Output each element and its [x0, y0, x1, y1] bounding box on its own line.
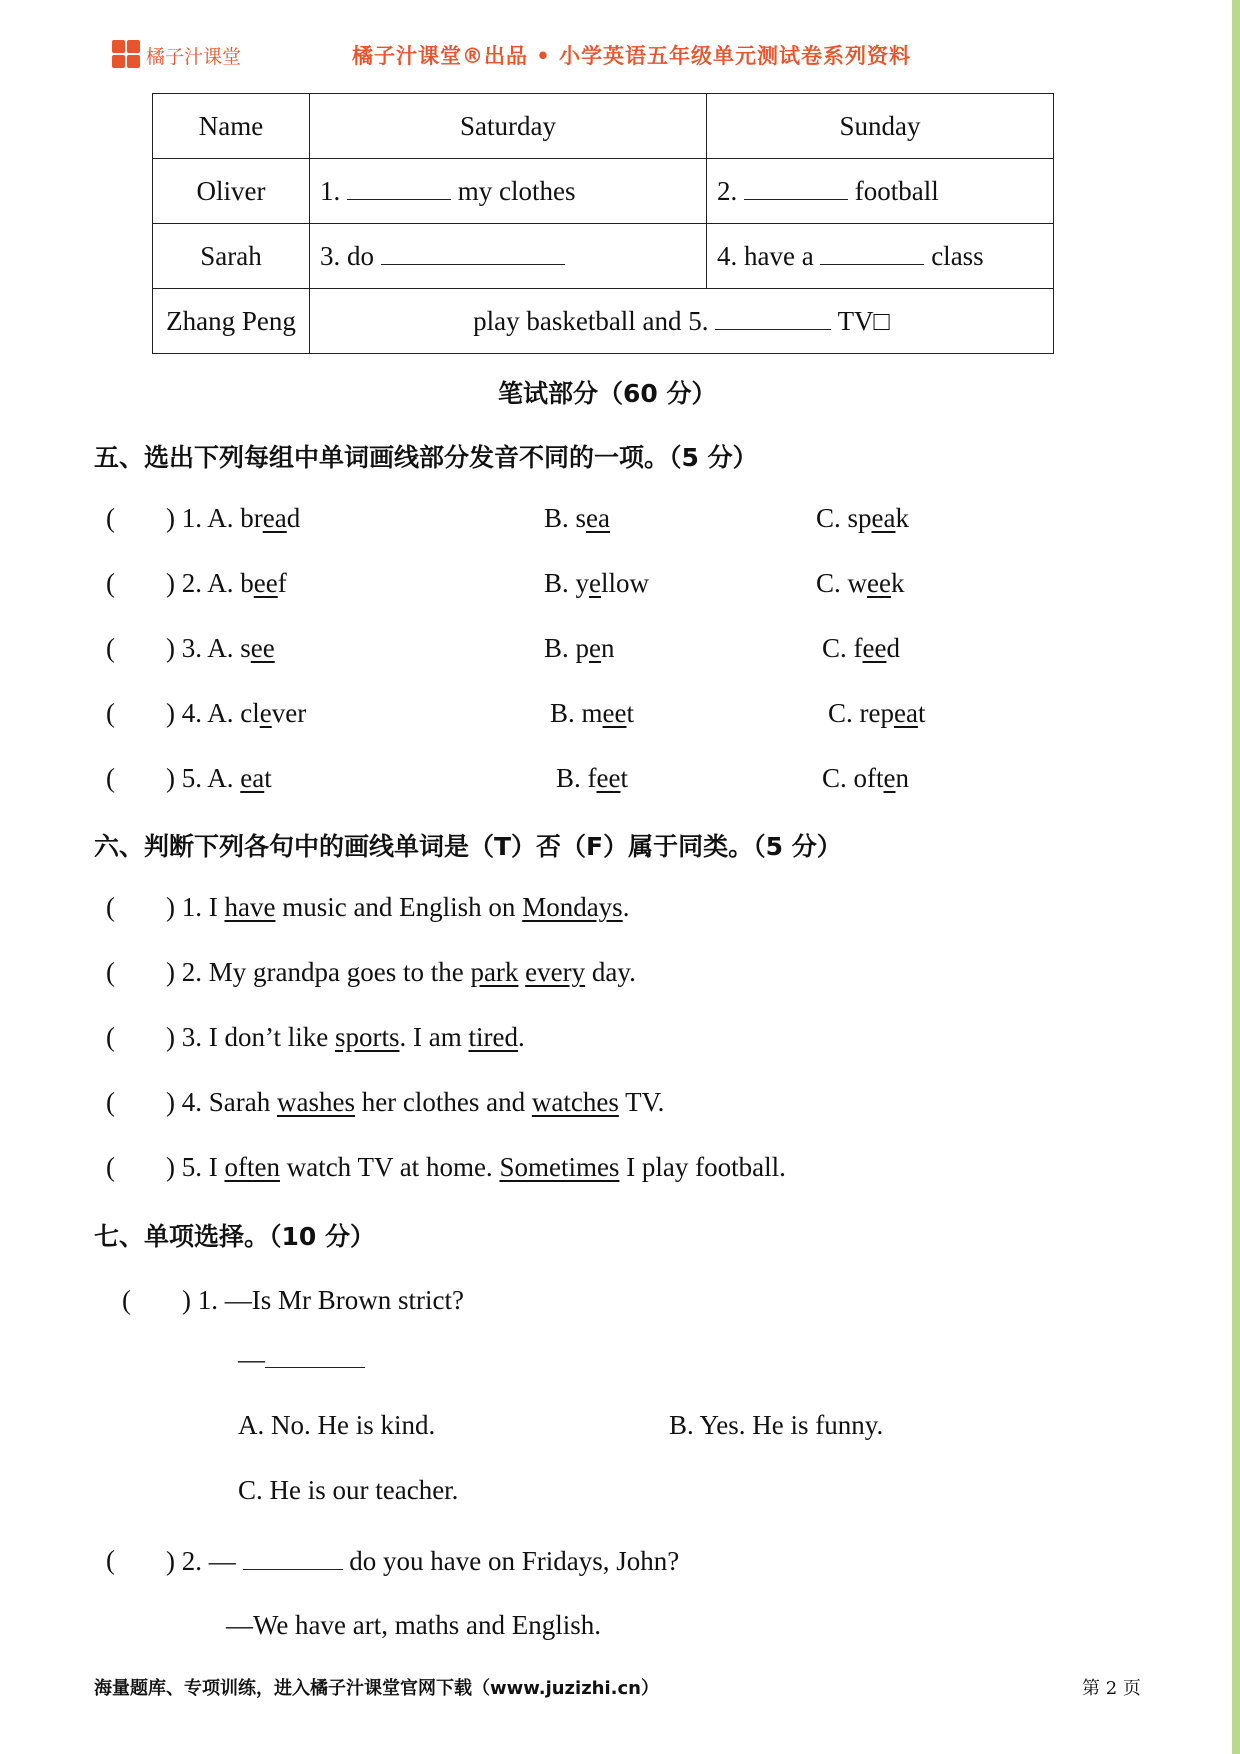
table-cell-name: Sarah — [153, 224, 310, 289]
answer-blank[interactable] — [381, 240, 565, 265]
list-item: ) 3. A. see — [166, 633, 275, 663]
answer-paren[interactable]: ( — [106, 957, 115, 987]
list-item: ) 1. A. bread — [166, 503, 301, 533]
table-row — [153, 159, 1054, 224]
option-b: B. sea — [544, 503, 610, 533]
answer-paren[interactable]: ( — [106, 1087, 115, 1117]
answer-paren[interactable]: ( — [106, 633, 115, 663]
option-c: C. week — [816, 568, 905, 598]
table-header-cell: Sunday — [707, 94, 1054, 159]
answer-paren[interactable]: ( — [106, 1022, 115, 1052]
option-c: C. speak — [816, 503, 909, 533]
table-row — [153, 289, 1054, 354]
q1-option-b[interactable]: B. Yes. He is funny. — [669, 1410, 884, 1440]
list-item: ) 5. A. eat — [166, 763, 272, 793]
section-written-title: 笔试部分（60 分） — [498, 379, 717, 408]
list-item: ) 2. My grandpa goes to the park every day. — [166, 957, 636, 987]
option-b: B. feet — [556, 763, 628, 793]
table-row — [153, 224, 1054, 289]
q2-reply: —We have art, maths and English. — [226, 1610, 601, 1640]
footer-promo: 海量题库、专项训练，进入橘子汁课堂官网下载（www.juzizhi.cn） — [94, 1678, 659, 1699]
page-edge-stripe — [1232, 0, 1240, 1754]
table-cell: 2. football — [707, 159, 1054, 224]
q1-option-c[interactable]: C. He is our teacher. — [238, 1475, 459, 1505]
table-header-cell: Name — [153, 94, 310, 159]
q1-stem: ) 1. —Is Mr Brown strict? — [182, 1285, 464, 1315]
table-header-cell: Saturday — [310, 94, 707, 159]
list-item: ) 5. I often watch TV at home. Sometimes I play football. — [166, 1152, 786, 1182]
answer-blank[interactable] — [715, 305, 831, 330]
q2-stem: ) 2. — do you have on Fridays, John? — [166, 1546, 680, 1576]
list-item: ) 4. Sarah washes her clothes and watches TV. — [166, 1087, 665, 1117]
answer-paren[interactable]: ( — [106, 568, 115, 598]
option-b: B. meet — [550, 698, 634, 728]
logo-icon — [112, 40, 142, 70]
q1-answer-line: — — [238, 1343, 365, 1375]
option-c: C. repeat — [828, 698, 926, 728]
schedule-table — [152, 93, 1054, 354]
table-header-row — [153, 94, 1054, 159]
list-item: ) 4. A. clever — [166, 698, 307, 728]
answer-paren[interactable]: ( — [106, 892, 115, 922]
option-b: B. pen — [544, 633, 615, 663]
answer-paren[interactable]: ( — [122, 1285, 131, 1315]
table-cell-name: Oliver — [153, 159, 310, 224]
answer-paren[interactable]: ( — [106, 1152, 115, 1182]
answer-blank[interactable] — [347, 175, 451, 200]
answer-blank[interactable] — [744, 175, 848, 200]
option-b: B. yellow — [544, 568, 650, 598]
answer-blank[interactable] — [243, 1545, 343, 1570]
logo-text: 橘子汁课堂 — [146, 45, 242, 68]
option-c: C. often — [822, 763, 909, 793]
brand-logo — [112, 40, 241, 70]
section7-title: 七、单项选择。（10 分） — [94, 1222, 375, 1251]
option-c: C. feed — [822, 633, 900, 663]
table-cell: 1. my clothes — [310, 159, 707, 224]
section5-title: 五、选出下列每组中单词画线部分发音不同的一项。（5 分） — [94, 443, 758, 472]
answer-blank[interactable] — [265, 1343, 365, 1368]
table-cell: 4. have a class — [707, 224, 1054, 289]
table-cell: 3. do — [310, 224, 707, 289]
answer-paren[interactable]: ( — [106, 698, 115, 728]
answer-paren[interactable]: ( — [106, 763, 115, 793]
answer-blank[interactable] — [820, 240, 924, 265]
q1-option-a[interactable]: A. No. He is kind. — [238, 1410, 436, 1440]
page-number: 第 2 页 — [1082, 1678, 1141, 1699]
answer-paren[interactable]: ( — [106, 1545, 115, 1575]
list-item: ) 2. A. beef — [166, 568, 287, 598]
section6-title: 六、判断下列各句中的画线单词是（T）否（F）属于同类。（5 分） — [94, 832, 842, 861]
list-item: ) 1. I have music and English on Mondays. — [166, 892, 630, 922]
header-title: 橘子汁课堂®出品 • 小学英语五年级单元测试卷系列资料 — [352, 44, 912, 68]
table-cell: play basketball and 5. TV□ — [310, 289, 1054, 354]
list-item: ) 3. I don’t like sports. I am tired. — [166, 1022, 525, 1052]
answer-paren[interactable]: ( — [106, 503, 115, 533]
table-cell-name: Zhang Peng — [153, 289, 310, 354]
